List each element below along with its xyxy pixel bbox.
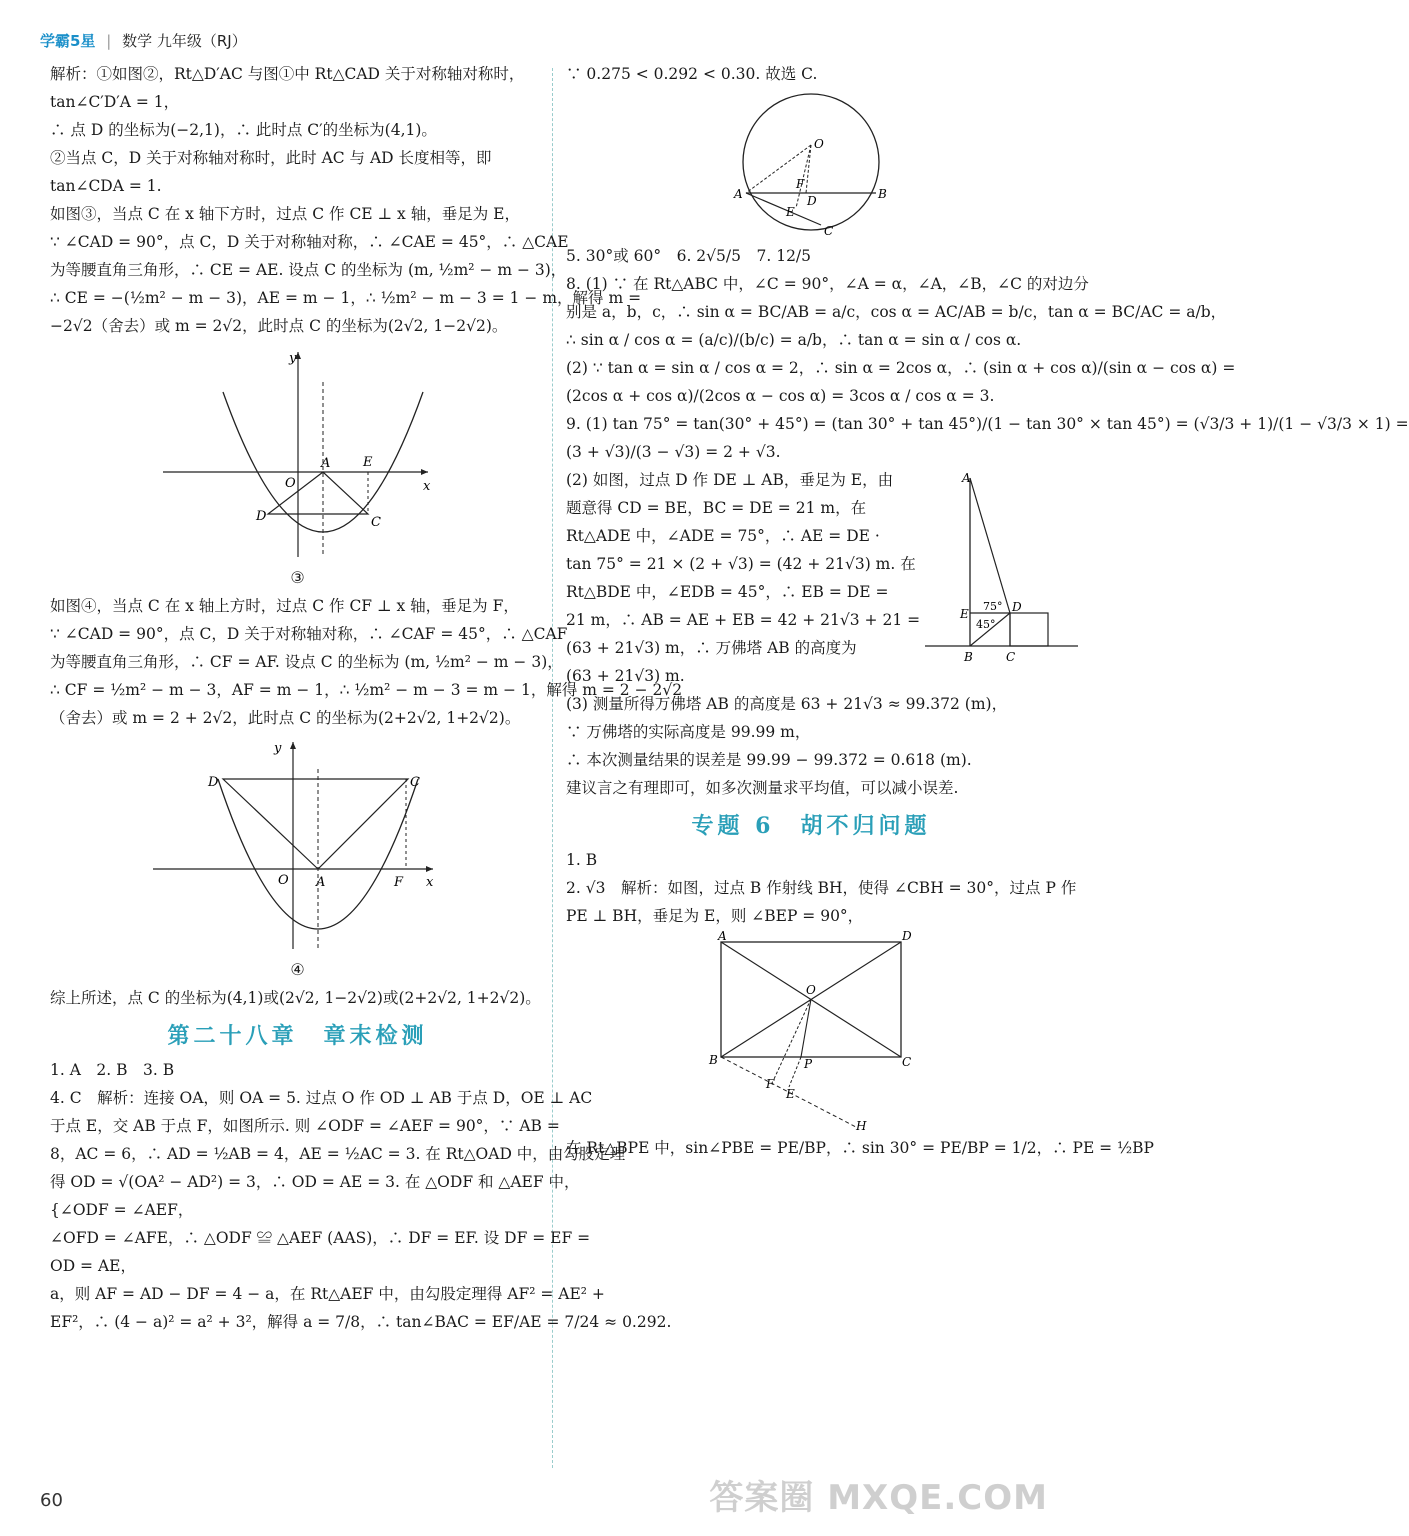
text-line: 题意得 CD = BE，BC = DE = 21 m，在 — [566, 499, 867, 517]
text-line: (63 + 21√3) m. — [566, 667, 685, 685]
fig4-x-label: x — [425, 875, 433, 890]
text-line: ∴ 点 D 的坐标为(−2,1)，∴ 此时点 C′的坐标为(4,1)。 — [50, 121, 437, 139]
text-line: 1. A 2. B 3. B — [50, 1061, 175, 1079]
text-line: 5. 30°或 60° 6. 2√5/5 7. 12/5 — [566, 247, 812, 265]
text-line: 1. B — [566, 851, 598, 869]
text-line: ∵ ∠CAD = 90°，点 C，D 关于对称轴对称，∴ ∠CAF = 45°，∴ △CAF — [50, 625, 568, 643]
tower-d-label: D — [1012, 600, 1022, 614]
circle-o-label: O — [814, 137, 824, 151]
watermark: 答案圈 MXQE.COM — [709, 1478, 1048, 1518]
fig4-o-label: O — [277, 873, 289, 888]
text-line: 为等腰直角三角形，∴ CE = AE. 设点 C 的坐标为 (m, ½m² − m − 3)， — [50, 261, 567, 279]
text-line: 如图③，当点 C 在 x 轴下方时，过点 C 作 CE ⊥ x 轴，垂足为 E， — [50, 205, 520, 223]
rect-p-label: P — [804, 1057, 813, 1071]
circle-b-label: B — [878, 187, 887, 201]
fig3-x-label: x — [422, 479, 430, 494]
fig3-c-label: C — [370, 515, 381, 530]
text-line: (63 + 21√3) m，∴ 万佛塔 AB 的高度为 — [566, 639, 857, 657]
page-header — [40, 30, 247, 51]
text-line: 21 m，∴ AB = AE + EB = 42 + 21√3 + 21 = — [566, 611, 921, 629]
text-line: 8，AC = 6，∴ AD = ½AB = 4，AE = ½AC = 3. 在 Rt△OAD 中，由勾股定理 — [50, 1145, 626, 1163]
text-line: {∠ODF = ∠AEF， — [50, 1201, 194, 1219]
text-line: PE ⊥ BH，垂足为 E，则 ∠BEP = 90°， — [566, 907, 864, 925]
rectangle-figure — [706, 929, 916, 1133]
text-line: ∵ ∠CAD = 90°，点 C，D 关于对称轴对称，∴ ∠CAE = 45°，∴ △CAE — [50, 233, 569, 251]
text-line: ∴ CF = ½m² − m − 3，AF = m − 1，∴ ½m² − m − 3 = m − 1，解得 m = 2 − 2√2 — [50, 681, 683, 699]
text-line: (2cos α + cos α)/(2cos α − cos α) = 3cos α / cos α = 3. — [566, 387, 995, 405]
fig4-a-label: A — [315, 875, 325, 890]
rect-h-label: H — [856, 1119, 867, 1133]
text-line: ∵ 0.275 < 0.292 < 0.30. 故选 C. — [566, 65, 818, 83]
fig3-a-label: A — [320, 456, 330, 471]
fig4-d-label: D — [207, 775, 218, 790]
chapter-title: 第二十八章 章末检测 — [167, 1023, 428, 1049]
circle-figure — [726, 90, 896, 240]
text-line: tan∠CDA = 1. — [50, 177, 162, 195]
text-line: a，则 AF = AD − DF = 4 − a，在 Rt△AEF 中，由勾股定理得 AF² = AE² + — [50, 1285, 605, 1303]
text-line: 在 Rt△BPE 中，sin∠PBE = PE/BP，∴ sin 30° = PE/BP = 1/2，∴ PE = ½BP — [566, 1139, 1154, 1157]
text-line: 别是 a，b，c，∴ sin α = BC/AB = a/c，cos α = AC/AB = b/c，tan α = BC/AC = a/b， — [566, 303, 1227, 321]
rect-f-label: F — [766, 1077, 775, 1091]
fig3-o-label: O — [284, 476, 296, 491]
text-line: tan∠C′D′A = 1， — [50, 93, 180, 111]
text-line: Rt△BDE 中，∠EDB = 45°，∴ EB = DE = — [566, 583, 889, 601]
fig3-d-label: D — [255, 509, 266, 524]
text-line: ∴ sin α / cos α = (a/c)/(b/c) = a/b，∴ tan α = sin α / cos α. — [566, 331, 1022, 349]
figure-4-parabola — [148, 734, 448, 954]
circle-a-label: A — [734, 187, 743, 201]
tower-a-label: A — [962, 471, 971, 485]
text-line: 如图④，当点 C 在 x 轴上方时，过点 C 作 CF ⊥ x 轴，垂足为 F， — [50, 597, 519, 615]
text-line: (3) 测量所得万佛塔 AB 的高度是 63 + 21√3 ≈ 99.372 (m)， — [566, 695, 1008, 713]
rect-c-label: C — [902, 1055, 912, 1069]
fig4-c-label: C — [409, 775, 420, 790]
topic-title: 专题 6 胡不归问题 — [691, 813, 931, 839]
circle-d-label: D — [807, 194, 817, 208]
text-line: 4. C 解析：连接 OA，则 OA = 5. 过点 O 作 OD ⊥ AB 于点 D，OE ⊥ AC — [50, 1089, 593, 1107]
text-line: ∠OFD = ∠AFE，∴ △ODF ≌ △AEF (AAS)，∴ DF = EF. 设 DF = EF = — [50, 1229, 591, 1247]
text-line: 8. (1) ∵ 在 Rt△ABC 中，∠C = 90°，∠A = α，∠A，∠B，∠C 的对边分 — [566, 275, 1089, 293]
tower-figure — [920, 466, 1080, 676]
text-line: Rt△ADE 中，∠ADE = 75°，∴ AE = DE · — [566, 527, 880, 545]
text-line: ②当点 C，D 关于对称轴对称时，此时 AC 与 AD 长度相等，即 — [50, 149, 492, 167]
tower-section — [566, 466, 1056, 690]
text-line: ∴ 本次测量结果的误差是 99.99 − 99.372 = 0.618 (m). — [566, 751, 972, 769]
text-line: 2. √3 解析：如图，过点 B 作射线 BH，使得 ∠CBH = 30°，过点 P 作 — [566, 879, 1077, 897]
fig3-y-label: y — [288, 351, 296, 366]
brand-logo: 学霸5星 — [40, 32, 96, 50]
tower-angle-45: 45° — [976, 618, 996, 631]
text-line: −2√2（舍去）或 m = 2√2，此时点 C 的坐标为(2√2, 1−2√2)。 — [50, 317, 508, 335]
text-line: (2) 如图，过点 D 作 DE ⊥ AB，垂足为 E，由 — [566, 471, 894, 489]
tower-c-label: C — [1006, 650, 1016, 664]
fig3-caption: ③ — [290, 568, 305, 587]
summary-line: 综上所述，点 C 的坐标为(4,1)或(2√2, 1−2√2)或(2+2√2, 1+2√2)。 — [50, 989, 541, 1007]
header-separator: | — [106, 32, 112, 50]
text-line: 9. (1) tan 75° = tan(30° + 45°) = (tan 30° + tan 45°)/(1 − tan 30° × tan 45°) = (√3/3 + 1)/(1 − √3/3 × 1) = — [566, 415, 1409, 433]
rect-d-label: D — [902, 929, 912, 943]
tower-angle-75: 75° — [983, 600, 1003, 613]
rect-b-label: B — [709, 1053, 718, 1067]
circle-c-label: C — [824, 224, 834, 238]
rect-a-label: A — [718, 929, 727, 943]
text-line: OD = AE， — [50, 1257, 136, 1275]
text-line: 为等腰直角三角形，∴ CF = AF. 设点 C 的坐标为 (m, ½m² − m − 3)， — [50, 653, 563, 671]
text-line: 解析：①如图②，Rt△D′AC 与图①中 Rt△CAD 关于对称轴对称时， — [50, 65, 525, 83]
tower-b-label: B — [964, 650, 973, 664]
text-line: ∴ CE = −(½m² − m − 3)，AE = m − 1，∴ ½m² − m − 3 = 1 − m，解得 m = — [50, 289, 642, 307]
text-line: (2) ∵ tan α = sin α / cos α = 2，∴ sin α = 2cos α，∴ (sin α + cos α)/(sin α − cos α) = — [566, 359, 1236, 377]
text-line: (3 + √3)/(3 − √3) = 2 + √3. — [566, 443, 781, 461]
text-line: EF²，∴ (4 − a)² = a² + 3²，解得 a = 7/8，∴ tan∠BAC = EF/AE = 7/24 ≈ 0.292. — [50, 1313, 672, 1331]
fig3-e-label: E — [362, 455, 372, 470]
rect-e-label: E — [786, 1087, 795, 1101]
figure-3-parabola — [153, 342, 443, 562]
text-line: 建议言之有理即可，如多次测量求平均值，可以减小误差. — [566, 779, 959, 797]
tower-e-label: E — [960, 607, 969, 621]
fig4-y-label: y — [273, 741, 281, 756]
text-line: 于点 E，交 AB 于点 F，如图所示. 则 ∠ODF = ∠AEF = 90°，∵ AB = — [50, 1117, 560, 1135]
fig4-f-label: F — [393, 875, 403, 890]
page-number: 60 — [40, 1490, 63, 1511]
rect-o-label: O — [806, 983, 816, 997]
right-column — [566, 60, 1409, 1162]
circle-f-label: F — [796, 177, 805, 191]
text-line: ∵ 万佛塔的实际高度是 99.99 m， — [566, 723, 811, 741]
text-line: tan 75° = 21 × (2 + √3) = (42 + 21√3) m. 在 — [566, 555, 916, 573]
text-line: （舍去）或 m = 2 + 2√2，此时点 C 的坐标为(2+2√2, 1+2√2)。 — [50, 709, 521, 727]
circle-e-label: E — [786, 205, 795, 219]
header-grade: 九年级（RJ） — [156, 32, 247, 50]
header-subject: 数学 — [122, 32, 153, 50]
fig4-caption: ④ — [290, 960, 305, 979]
text-line: 得 OD = √(OA² − AD²) = 3，∴ OD = AE = 3. 在 △ODF 和 △AEF 中， — [50, 1173, 580, 1191]
